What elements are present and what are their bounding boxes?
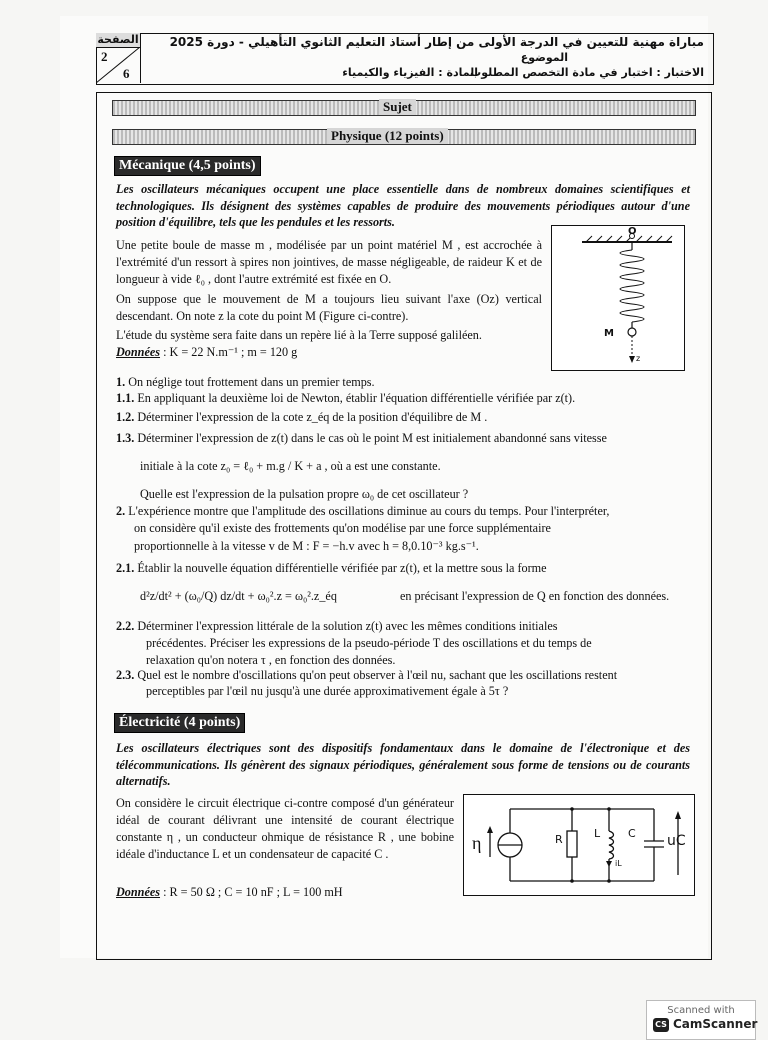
header-matiere: المادة : الفيزياء والكيمياء xyxy=(342,66,478,79)
elec-donnees-values: : R = 50 Ω ; C = 10 nF ; L = 100 mH xyxy=(163,885,343,899)
fig-label-M: M xyxy=(604,328,614,339)
q13 xyxy=(116,430,607,447)
fig-label-eta: η xyxy=(472,833,482,853)
q12 xyxy=(116,409,487,426)
page-number-cell xyxy=(96,33,141,83)
electricite-p1: On considère le circuit électrique ci-contre composé d'un générateur idéal de courant délivrant une intensité de courant électrique constante η , un conducteur ohmique de résistance R , une bobine idéale d'inductance L et un condensateur de capacité C . xyxy=(116,796,454,861)
q21-num: 2.1. xyxy=(116,561,135,575)
q23-num: 2.3. xyxy=(116,668,135,682)
fig-label-iL: iL xyxy=(615,859,622,868)
q1 xyxy=(116,374,375,391)
q12-text: Déterminer l'expression de la cote z_éq de la position d'équilibre de M . xyxy=(137,410,488,424)
fig-label-z: z xyxy=(636,354,641,363)
mecanique-p1: Une petite boule de masse m , modélisée par un point matériel M , est accrochée à l'extrémité d'un ressort à spires non jointives, de masse négligeable, de raideur K et de longueur à vide ℓ₀ , dont l'autre extrémité est fixée en O. xyxy=(116,238,542,286)
q13b: initiale à la cote z₀ = ℓ₀ + m.g / K + a , où a est une constante. xyxy=(140,459,441,473)
header-title: مباراة مهنية للتعيين في الدرجة الأولى من إطار أستاذ التعليم الثانوي التأهيلي - دورة 2025 xyxy=(169,35,704,49)
mecanique-p3: L'étude du système sera faite dans un repère lié à la Terre supposé galiléen. xyxy=(116,328,482,342)
camscanner-brand: CamScanner xyxy=(673,1017,758,1031)
mecanique-intro: Les oscillateurs mécaniques occupent une place essentielle dans de nombreux domaines scientifiques et technologiques. Ils désignent des systèmes capables de produire des mouvements périodiques autour d'une position d'équilibre, tels que les pendules et les ressorts. xyxy=(116,182,690,229)
q2c: proportionnelle à la vitesse v de M : F = −h.v avec h = 8,0.10⁻³ kg.s⁻¹. xyxy=(134,539,479,553)
q23a-text: Quel est le nombre d'oscillations qu'on peut observer à l'œil nu, sachant que les oscillations restent xyxy=(137,668,618,682)
q2-num: 2. xyxy=(116,504,126,518)
spring-diagram xyxy=(552,226,684,370)
q2a-text: L'expérience montre que l'amplitude des oscillations diminue au cours du temps. Pour l'interpréter, xyxy=(128,504,610,518)
physique-banner xyxy=(112,129,696,145)
fig-label-O: O xyxy=(628,226,637,237)
q21a-text: Établir la nouvelle équation différentielle vérifiée par z(t), et la mettre sous la forme xyxy=(137,561,547,575)
q21c: en précisant l'expression de Q en fonction des données. xyxy=(400,589,670,603)
q23b: perceptibles par l'œil nu jusqu'à une durée approximativement égale à 5τ ? xyxy=(146,684,509,698)
page-label: الصفحة xyxy=(97,33,139,46)
q11 xyxy=(116,390,575,407)
q2a xyxy=(116,503,609,520)
circuit-figure xyxy=(463,794,695,896)
mecanique-p2: On suppose que le mouvement de M a toujours lieu suivant l'axe (Oz) vertical descendant. On note z la cote du point M (Figure ci-contre). xyxy=(116,292,542,323)
fig-label-R: R xyxy=(555,833,563,846)
q22-num: 2.2. xyxy=(116,619,135,633)
page-total: 6 xyxy=(123,66,130,81)
donnees-values: : K = 22 N.m⁻¹ ; m = 120 g xyxy=(163,345,298,359)
q11-text: En appliquant la deuxième loi de Newton, établir l'équation différentielle vérifiée par z(t). xyxy=(137,391,576,405)
q23a xyxy=(116,667,617,684)
q13-num: 1.3. xyxy=(116,431,135,445)
q13-text: Déterminer l'expression de z(t) dans le cas où le point M est initialement abandonné sans vitesse xyxy=(137,431,607,445)
donnees-label: Données xyxy=(116,345,161,359)
circuit-diagram xyxy=(464,795,694,895)
electricite-donnees xyxy=(116,884,343,901)
q11-num: 1.1. xyxy=(116,391,135,405)
physique-label: Physique (12 points) xyxy=(327,128,448,144)
mecanique-title: Mécanique (4,5 points) xyxy=(114,156,261,176)
fig-label-L: L xyxy=(594,827,601,840)
q1-num: 1. xyxy=(116,375,126,389)
sujet-banner xyxy=(112,100,696,116)
electricite-title: Électricité (4 points) xyxy=(114,713,245,733)
mecanique-donnees xyxy=(116,344,297,361)
header-exam: الاختبار : اختبار في مادة التخصص المطلوب xyxy=(470,66,704,79)
spring-figure xyxy=(551,225,685,371)
camscanner-watermark xyxy=(646,1000,756,1040)
fig-label-uC: uC xyxy=(667,833,686,849)
camscanner-logo-icon: CS xyxy=(653,1018,669,1032)
q21b: d²z/dt² + (ω₀/Q) dz/dt + ω₀².z = ω₀².z_éq xyxy=(140,589,337,603)
q1-text: On néglige tout frottement dans un premier temps. xyxy=(128,375,375,389)
electricite-intro: Les oscillateurs électriques sont des dispositifs fondamentaux dans le domaine de l'électronique et des télécommunications. Ils génèrent des signaux périodiques, généralement sous forme de tensions ou de courants alternatifs. xyxy=(116,741,690,788)
fig-label-C: C xyxy=(628,827,636,840)
elec-donnees-label: Données xyxy=(116,885,161,899)
q22a xyxy=(116,618,558,635)
q2b: on considère qu'il existe des frottements qu'on modélise par une force supplémentaire xyxy=(134,521,551,535)
page-number: 2 xyxy=(101,49,108,64)
q22b: précédentes. Préciser les expressions de la pseudo-période T des oscillations et du temps de xyxy=(146,636,592,650)
scanned-with-text: Scanned with xyxy=(667,1005,735,1016)
sujet-label: Sujet xyxy=(379,99,416,115)
q22c: relaxation qu'on notera τ , en fonction des données. xyxy=(146,653,396,667)
header-subject-word: الموضوع xyxy=(520,51,568,64)
q22a-text: Déterminer l'expression littérale de la solution z(t) avec les mêmes conditions initiales xyxy=(137,619,558,633)
q21a xyxy=(116,560,547,577)
q12-num: 1.2. xyxy=(116,410,135,424)
q13c: Quelle est l'expression de la pulsation propre ω₀ de cet oscillateur ? xyxy=(140,487,469,501)
